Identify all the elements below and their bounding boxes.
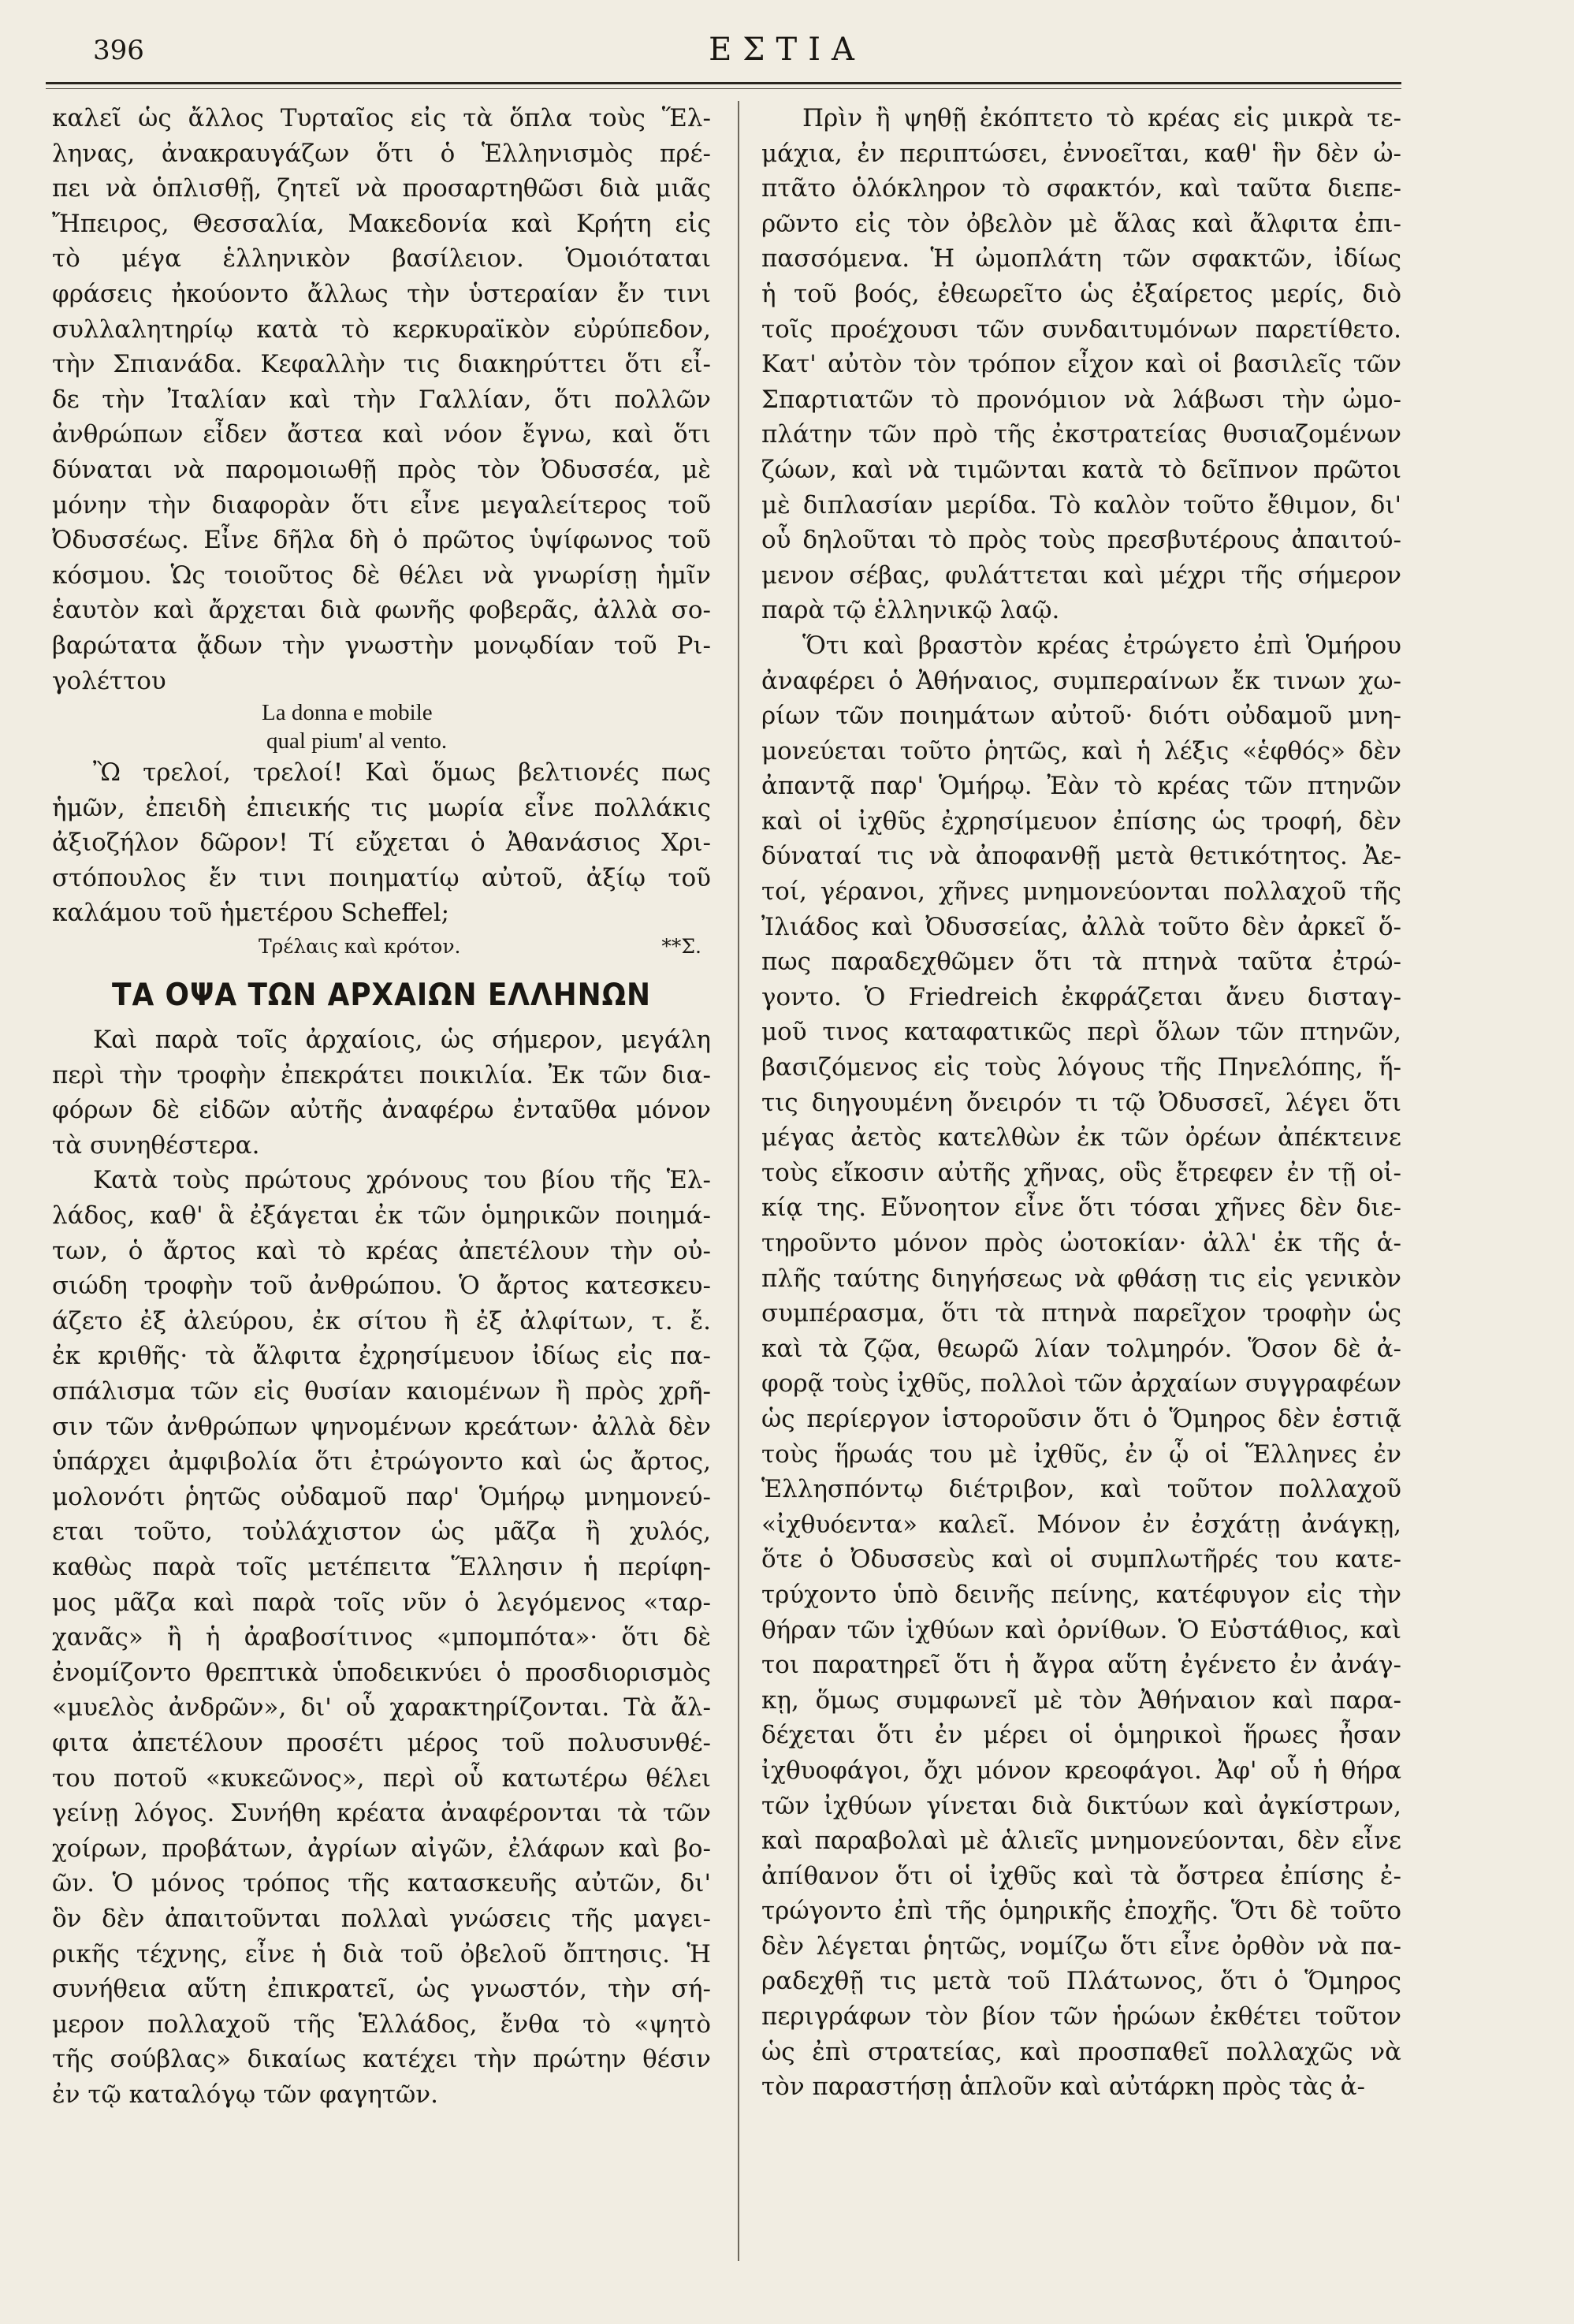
page-number: 396 — [93, 35, 144, 66]
text-line: Ὅτι καὶ βραστὸν κρέας ἐτρώγετο ἐπὶ Ὁμήρου — [802, 631, 1401, 660]
header-rule-thin — [46, 88, 1401, 89]
text-line: δέχεται ὅτι ἐν μέρει οἱ ὁμηρικοὶ ἥρωες ἦσαν — [761, 1721, 1401, 1750]
text-line: ἀνθρώπων εἶδεν ἄστεα καὶ νόον ἔγνω, καὶ ὅτι — [52, 420, 711, 449]
text-line: γείνῃ λόγος. Συνήθη κρέατα ἀναφέρονται τὰ τῶν — [52, 1799, 711, 1828]
text-line: τις διηγουμένη ὄνειρόν τι τῷ Ὀδυσσεῖ, λέγει ὅτι — [761, 1088, 1401, 1117]
article-title: ΤΑ ΟΨΑ ΤΩΝ ΑΡΧΑΙΩΝ ΕΛΛΗΝΩΝ — [112, 978, 651, 1014]
text-line: μολονότι ῥητῶς οὐδαμοῦ παρ' Ὁμήρῳ μνημονεύ- — [52, 1482, 711, 1511]
text-line: χοίρων, προβάτων, ἀγρίων αἰγῶν, ἐλάφων καὶ βο- — [52, 1834, 711, 1863]
text-line: οὗ δηλοῦται τὸ πρὸς τοὺς πρεσβυτέρους ἀπαιτού- — [761, 526, 1401, 555]
text-line: τοὺς ἥρωάς του μὲ ἰχθῦς, ἐν ᾧ οἱ Ἕλληνες ἐν — [761, 1439, 1401, 1469]
text-line: τὸν παραστήσῃ ἁπλοῦν καὶ αὐτάρκη πρὸς τὰς ἀ- — [761, 2073, 1366, 2102]
text-line: μὲ διπλασίαν μερίδα. Τὸ καλὸν τοῦτο ἔθιμον, δι' — [761, 490, 1401, 520]
text-line: του ποτοῦ «κυκεῶνος», περὶ οὗ κατωτέρω θέλει — [52, 1763, 711, 1793]
signature-row — [52, 931, 711, 963]
text-line: πλῆς ταύτης διηγήσεως νὰ φθάσῃ τις εἰς γενικὸν — [761, 1264, 1401, 1293]
text-line: ὃν δὲν ἀπαιτοῦνται πολλαὶ γνώσεις τῆς μαγει- — [52, 1904, 711, 1933]
text-line: φράσεις ἠκούοντο ἄλλως τὴν ὑστεραίαν ἔν τινι — [52, 279, 711, 308]
text-line: ἀπαντᾷ παρ' Ὁμήρῳ. Ἐὰν τὸ κρέας τῶν πτηνῶν — [761, 772, 1401, 801]
text-line: Ἰλιάδος καὶ Ὀδυσσείας, ἀλλὰ τοῦτο δὲν ἀρκεῖ ὅ- — [761, 912, 1401, 941]
signature-title: Τρέλαις καὶ κρότον. — [259, 935, 461, 959]
text-line: Κατὰ τοὺς πρώτους χρόνους του βίου τῆς Ἑλ- — [93, 1166, 711, 1195]
text-line: μοῦ τινος καταφατικῶς περὶ ὅλων τῶν πτηνῶν, — [761, 1018, 1401, 1047]
text-line: περὶ τὴν τροφὴν ἐπεκράτει ποικιλία. Ἐκ τῶν δια- — [52, 1060, 711, 1089]
text-line: μάχια, ἐν περιπτώσει, ἐννοεῖται, καθ' ἣν δὲν ὠ- — [761, 139, 1401, 168]
text-line: καλεῖ ὡς ἄλλος Τυρταῖος εἰς τὰ ὅπλα τοὺς Ἕλ- — [52, 104, 711, 132]
left-paragraph-2 — [52, 755, 711, 931]
text-line: «ἰχθυόεντα» καλεῖ. Μόνον ἐν ἐσχάτῃ ἀνάγκῃ, — [761, 1510, 1401, 1539]
text-line: ἑαυτὸν καὶ ἄρχεται διὰ φωνῆς φοβερᾶς, ἀλλὰ σο- — [52, 596, 711, 625]
text-line: μόνην τὴν διαφορὰν ὅτι εἶνε μεγαλείτερος τοῦ — [52, 490, 711, 520]
text-line: τὸ μέγα ἑλληνικὸν βασίλειον. Ὁμοιόταται — [52, 244, 711, 274]
running-head: ΕΣΤΙΑ — [709, 32, 865, 68]
text-line: ρικῆς τέχνης, εἶνε ἡ διὰ τοῦ ὀβελοῦ ὄπτησις. Ἡ — [52, 1939, 711, 1968]
text-line: συλλαλητηρίῳ κατὰ τὸ κερκυραϊκὸν εὐρύπεδον, — [52, 315, 711, 344]
text-line: εται τοῦτο, τοὐλάχιστον ὡς μᾶζα ἢ χυλός, — [52, 1518, 711, 1547]
text-line: σπάλισμα τῶν εἰς θυσίαν καιομένων ἢ πρὸς χρῆ- — [52, 1377, 711, 1406]
text-line: ὡς περίεργον ἱστοροῦσιν ὅτι ὁ Ὅμηρος δὲν ἑστιᾷ — [761, 1404, 1401, 1433]
text-line: δὲν λέγεται ῥητῶς, νομίζω ὅτι εἶνε ὀρθὸν νὰ πα- — [761, 1931, 1401, 1961]
text-line: ἐκ κριθῆς· τὰ ἄλφιτα ἐχρησίμευον ἰδίως εἰς πα- — [52, 1342, 711, 1371]
text-line: ραδεχθῇ τις μετὰ τοῦ Πλάτωνος, ὅτι ὁ Ὅμηρος — [761, 1967, 1401, 1996]
text-line: κόσμου. Ὡς τοιοῦτος δὲ θέλει νὰ γνωρίσῃ ἡμῖν — [52, 561, 711, 590]
verse-line: La donna e mobile — [262, 700, 433, 726]
text-line: καλάμου τοῦ ἡμετέρου Scheffel; — [52, 899, 450, 928]
text-line: πει νὰ ὁπλισθῇ, ζητεῖ νὰ προσαρτηθῶσι διὰ μιᾶς — [52, 174, 711, 203]
text-line: σιν τῶν ἀνθρώπων ψηνομένων κρεάτων· ἀλλὰ δὲν — [52, 1412, 711, 1441]
text-line: των, ὁ ἄρτος καὶ τὸ κρέας ἀπετέλουν τὴν οὐ- — [52, 1236, 711, 1265]
text-line: γοντο. Ὁ Friedreich ἐκφράζεται ἄνευ δισταγ- — [761, 982, 1401, 1011]
text-line: Ὀδυσσέως. Εἶνε δῆλα δὴ ὁ πρῶτος ὑψίφωνος τοῦ — [52, 526, 711, 555]
text-line: φιτα ἀπετέλουν προσέτι μέρος τοῦ πολυσυνθέ- — [52, 1728, 711, 1757]
text-line: καθὼς παρὰ τοῖς μετέπειτα Ἕλλησιν ἡ περίφη- — [52, 1552, 711, 1581]
text-line: δύναται νὰ παρομοιωθῇ πρὸς τὸν Ὀδυσσέα, μὲ — [52, 455, 711, 484]
text-line: Κατ' αὐτὸν τὸν τρόπον εἶχον καὶ οἱ βασιλεῖς τῶν — [761, 350, 1401, 379]
text-line: τοι παρατηρεῖ ὅτι ἡ ἄγρα αὕτη ἐγένετο ἐν ἀνάγ- — [761, 1651, 1401, 1680]
text-line: Καὶ παρὰ τοῖς ἀρχαίοις, ὡς σήμερον, μεγάλη — [93, 1026, 711, 1055]
right-paragraph-2 — [761, 628, 1401, 2105]
text-line: Ὢ τρελοί, τρελοί! Καὶ ὅμως βελτιονές πως — [93, 758, 711, 788]
text-line: τῶν ἰχθύων γίνεται διὰ δικτύων καὶ ἀγκίστρων, — [761, 1791, 1401, 1820]
text-line: θήραν τῶν ἰχθύων καὶ ὀρνίθων. Ὁ Εὐστάθιος, καὶ — [761, 1615, 1401, 1644]
text-line: φόρων δὲ εἰδῶν αὐτῆς ἀναφέρω ἐνταῦθα μόνον — [52, 1096, 711, 1125]
text-line: τηροῦντο μόνον πρὸς ὠοτοκίαν· ἀλλ' ἐκ τῆς ἁ- — [761, 1229, 1401, 1257]
header-rule — [46, 82, 1401, 84]
text-line: βασιζόμενος εἰς τοὺς λόγους τῆς Πηνελόπης, ἥ- — [761, 1053, 1401, 1082]
text-line: σιώδη τροφὴν τοῦ ἀνθρώπου. Ὁ ἄρτος κατεσκευ- — [52, 1272, 711, 1301]
text-line: λάδος, καθ' ἃ ἐξάγεται ἐκ τῶν ὁμηρικῶν ποιημά- — [52, 1201, 711, 1231]
text-line: τρώγοντο ἐπὶ τῆς ὁμηρικῆς ἐποχῆς. Ὅτι δὲ τοῦτο — [761, 1897, 1401, 1926]
verse-line: qual pium' al vento. — [266, 728, 448, 754]
text-line: Ἑλλησπόντῳ διέτριβον, καὶ τοῦτον πολλαχοῦ — [761, 1475, 1401, 1504]
text-line: κίᾳ της. Εὔνοητον εἶνε ὅτι τόσαι χῆνες δὲν διε- — [761, 1194, 1401, 1223]
text-line: πως παραδεχθῶμεν ὅτι τὰ πτηνὰ ταῦτα ἐτρώ- — [761, 948, 1401, 977]
text-line: καὶ παραβολαὶ μὲ ἁλιεῖς μνημονεύονται, δὲν εἶνε — [761, 1827, 1401, 1856]
text-line: καὶ οἱ ἰχθῦς ἐχρησίμευον ἐπίσης ὡς τροφή, δὲν — [761, 806, 1401, 836]
right-column — [761, 101, 1401, 2105]
text-line: ἰχθυοφάγοι, ὄχι μόνον κρεοφάγοι. Ἀφ' οὗ ἡ θήρα — [761, 1756, 1401, 1785]
text-line: πλάτην τῶν πρὸ τῆς ἐκστρατείας θυσιαζομένων — [761, 420, 1401, 449]
column-divider — [738, 101, 739, 2261]
text-line: φορᾷ τοὺς ἰχθῦς, πολλοὶ τῶν ἀρχαίων συγγραφέων — [761, 1369, 1401, 1398]
text-line: τὴν Σπιανάδα. Κεφαλλὴν τις διακηρύττει ὅτι εἶ- — [52, 350, 711, 379]
text-line: καὶ τὰ ζῷα, θεωρῶ λίαν τολμηρόν. Ὅσον δὲ ἀ- — [761, 1334, 1401, 1363]
text-line: ἀπίθανον ὅτι οἱ ἰχθῦς καὶ τὰ ὄστρεα ἐπίσης ἐ- — [761, 1861, 1401, 1890]
text-line: δύναταί τις νὰ ἀποφανθῇ μετὰ θετικότητος. Ἀε- — [761, 842, 1401, 871]
text-line: τὰ συνηθέστερα. — [52, 1130, 260, 1160]
text-line: ἐν τῷ καταλόγῳ τῶν φαγητῶν. — [52, 2080, 438, 2109]
text-line: ἡ τοῦ βοός, ἐθεωρεῖτο ὡς ἐξαίρετος μερίς, διὸ — [761, 279, 1401, 308]
text-line: ἡμῶν, ἐπειδὴ ἐπιεικής τις μωρία εἶνε πολλάκις — [52, 793, 711, 822]
text-line: ῶν. Ὁ μόνος τρόπος τῆς κατασκευῆς αὐτῶν, δι' — [52, 1869, 711, 1898]
text-line: τοῖς προέχουσι τῶν συνδαιτυμόνων παρετίθετο. — [761, 315, 1401, 344]
text-line: ὅτε ὁ Ὀδυσσεὺς καὶ οἱ συμπλωτῆρές του κατε- — [761, 1545, 1401, 1574]
left-paragraph-3 — [52, 1022, 711, 1163]
text-line: τοί, γέρανοι, χῆνες μνημονεύονται πολλαχοῦ τῆς — [761, 877, 1401, 907]
poem-quote — [52, 698, 711, 755]
left-paragraph-1 — [52, 101, 711, 698]
text-line: μονεύεται τοῦτο ῥητῶς, καὶ ἡ λέξις «ἑφθός» δὲν — [761, 736, 1401, 765]
left-paragraph-4 — [52, 1163, 711, 2112]
text-line: άζετο ἐξ ἀλεύρου, ἐκ σίτου ἢ ἐξ ἀλφίτων, τ. ἔ. — [52, 1306, 711, 1335]
text-line: τῆς σούβλας» δικαίως κατέχει τὴν πρώτην θέσιν — [52, 2045, 711, 2074]
text-line: ἀξιοζήλον δῶρον! Τί εὔχεται ὁ Ἀθανάσιος Χρι- — [52, 829, 711, 858]
text-line: Πρὶν ἢ ψηθῇ ἐκόπτετο τὸ κρέας εἰς μικρὰ τε- — [802, 104, 1401, 132]
author-signature: **Σ. — [661, 935, 701, 959]
text-line: Ἤπειρος, Θεσσαλία, Μακεδονία καὶ Κρήτη εἰς — [52, 209, 711, 238]
text-line: δε τὴν Ἰταλίαν καὶ τὴν Γαλλίαν, ὅτι πολλῶν — [52, 385, 711, 414]
text-line: κῃ, ὅμως συμφωνεῖ μὲ τὸν Ἀθήναιον καὶ παρα- — [761, 1685, 1401, 1715]
text-line: πασσόμενα. Ἡ ὠμοπλάτη τῶν σφακτῶν, ἰδίως — [761, 244, 1401, 274]
text-line: τοὺς εἴκοσιν αὐτῆς χῆνας, οὓς ἔτρεφεν ἐν τῇ οἰ- — [761, 1158, 1401, 1187]
text-line: μερον πολλαχοῦ τῆς Ἑλλάδος, ἔνθα τὸ «ψητὸ — [52, 2009, 711, 2039]
text-line: γολέττου — [52, 666, 166, 695]
text-line: παρὰ τῷ ἑλληνικῷ λαῷ. — [761, 596, 1060, 625]
text-line: «μυελὸς ἀνδρῶν», δι' οὗ χαρακτηρίζονται. Τὰ ἄλ- — [52, 1693, 711, 1723]
text-line: βαρώτατα ᾄδων τὴν γνωστὴν μονῳδίαν τοῦ Ρι- — [52, 631, 711, 660]
text-line: ἐνομίζοντο θρεπτικὰ ὑποδεικνύει ὁ προσδιορισμὸς — [52, 1658, 711, 1687]
left-column — [52, 101, 711, 2112]
text-line: ὡς ἐπὶ στρατείας, καὶ προσπαθεῖ πολλαχῶς νὰ — [761, 2037, 1401, 2066]
text-line: ἀναφέρει ὁ Ἀθήναιος, συμπεραίνων ἔκ τινων χω- — [761, 666, 1401, 695]
text-line: ρίων τῶν ποιημάτων αὐτοῦ· διότι οὐδαμοῦ μνη- — [761, 702, 1401, 731]
text-line: χανᾶς» ἢ ἡ ἀραβοσίτινος «μπομπότα»· ὅτι δὲ — [52, 1623, 711, 1652]
text-line: ρῶντο εἰς τὸν ὀβελὸν μὲ ἅλας καὶ ἄλφιτα ἐπι- — [761, 209, 1401, 238]
text-line: ζώων, καὶ νὰ τιμῶνται κατὰ τὸ δεῖπνον πρῶτοι — [761, 455, 1401, 484]
text-line: στόπουλος ἔν τινι ποιηματίῳ αὐτοῦ, ἀξίῳ τοῦ — [52, 863, 711, 892]
text-line: ληνας, ἀνακραυγάζων ὅτι ὁ Ἑλληνισμὸς πρέ- — [52, 139, 711, 168]
text-line: μέγας ἀετὸς κατελθὼν ἐκ τῶν ὀρέων ἀπέκτεινε — [761, 1123, 1401, 1153]
text-line: μενον σέβας, φυλάττεται καὶ μέχρι τῆς σήμερον — [761, 561, 1401, 590]
text-line: συμπέρασμα, ὅτι τὰ πτηνὰ παρεῖχον τροφὴν ὡς — [761, 1299, 1401, 1328]
text-line: συνήθεια αὕτη ἐπικρατεῖ, ὡς γνωστόν, τὴν σή- — [52, 1975, 711, 2004]
text-line: τρύχοντο ὑπὸ δεινῆς πείνης, κατέφυγον εἰς τὴν — [761, 1580, 1401, 1609]
text-line: μος μᾶζα καὶ παρὰ τοῖς νῦν ὁ λεγόμενος «ταρ- — [52, 1588, 711, 1617]
text-line: πτᾶτο ὁλόκληρον τὸ σφακτόν, καὶ ταῦτα διεπε- — [761, 174, 1401, 203]
text-line: Σπαρτιατῶν τὸ προνόμιον νὰ λάβωσι τὴν ὠμο- — [761, 385, 1401, 414]
text-line: περιγράφων τὸν βίον τῶν ἡρώων ἐκθέτει τοῦτον — [761, 2002, 1401, 2032]
text-line: ὑπάρχει ἀμφιβολία ὅτι ἐτρώγοντο καὶ ὡς ἄρτος, — [52, 1447, 711, 1477]
right-paragraph-1 — [761, 101, 1401, 628]
